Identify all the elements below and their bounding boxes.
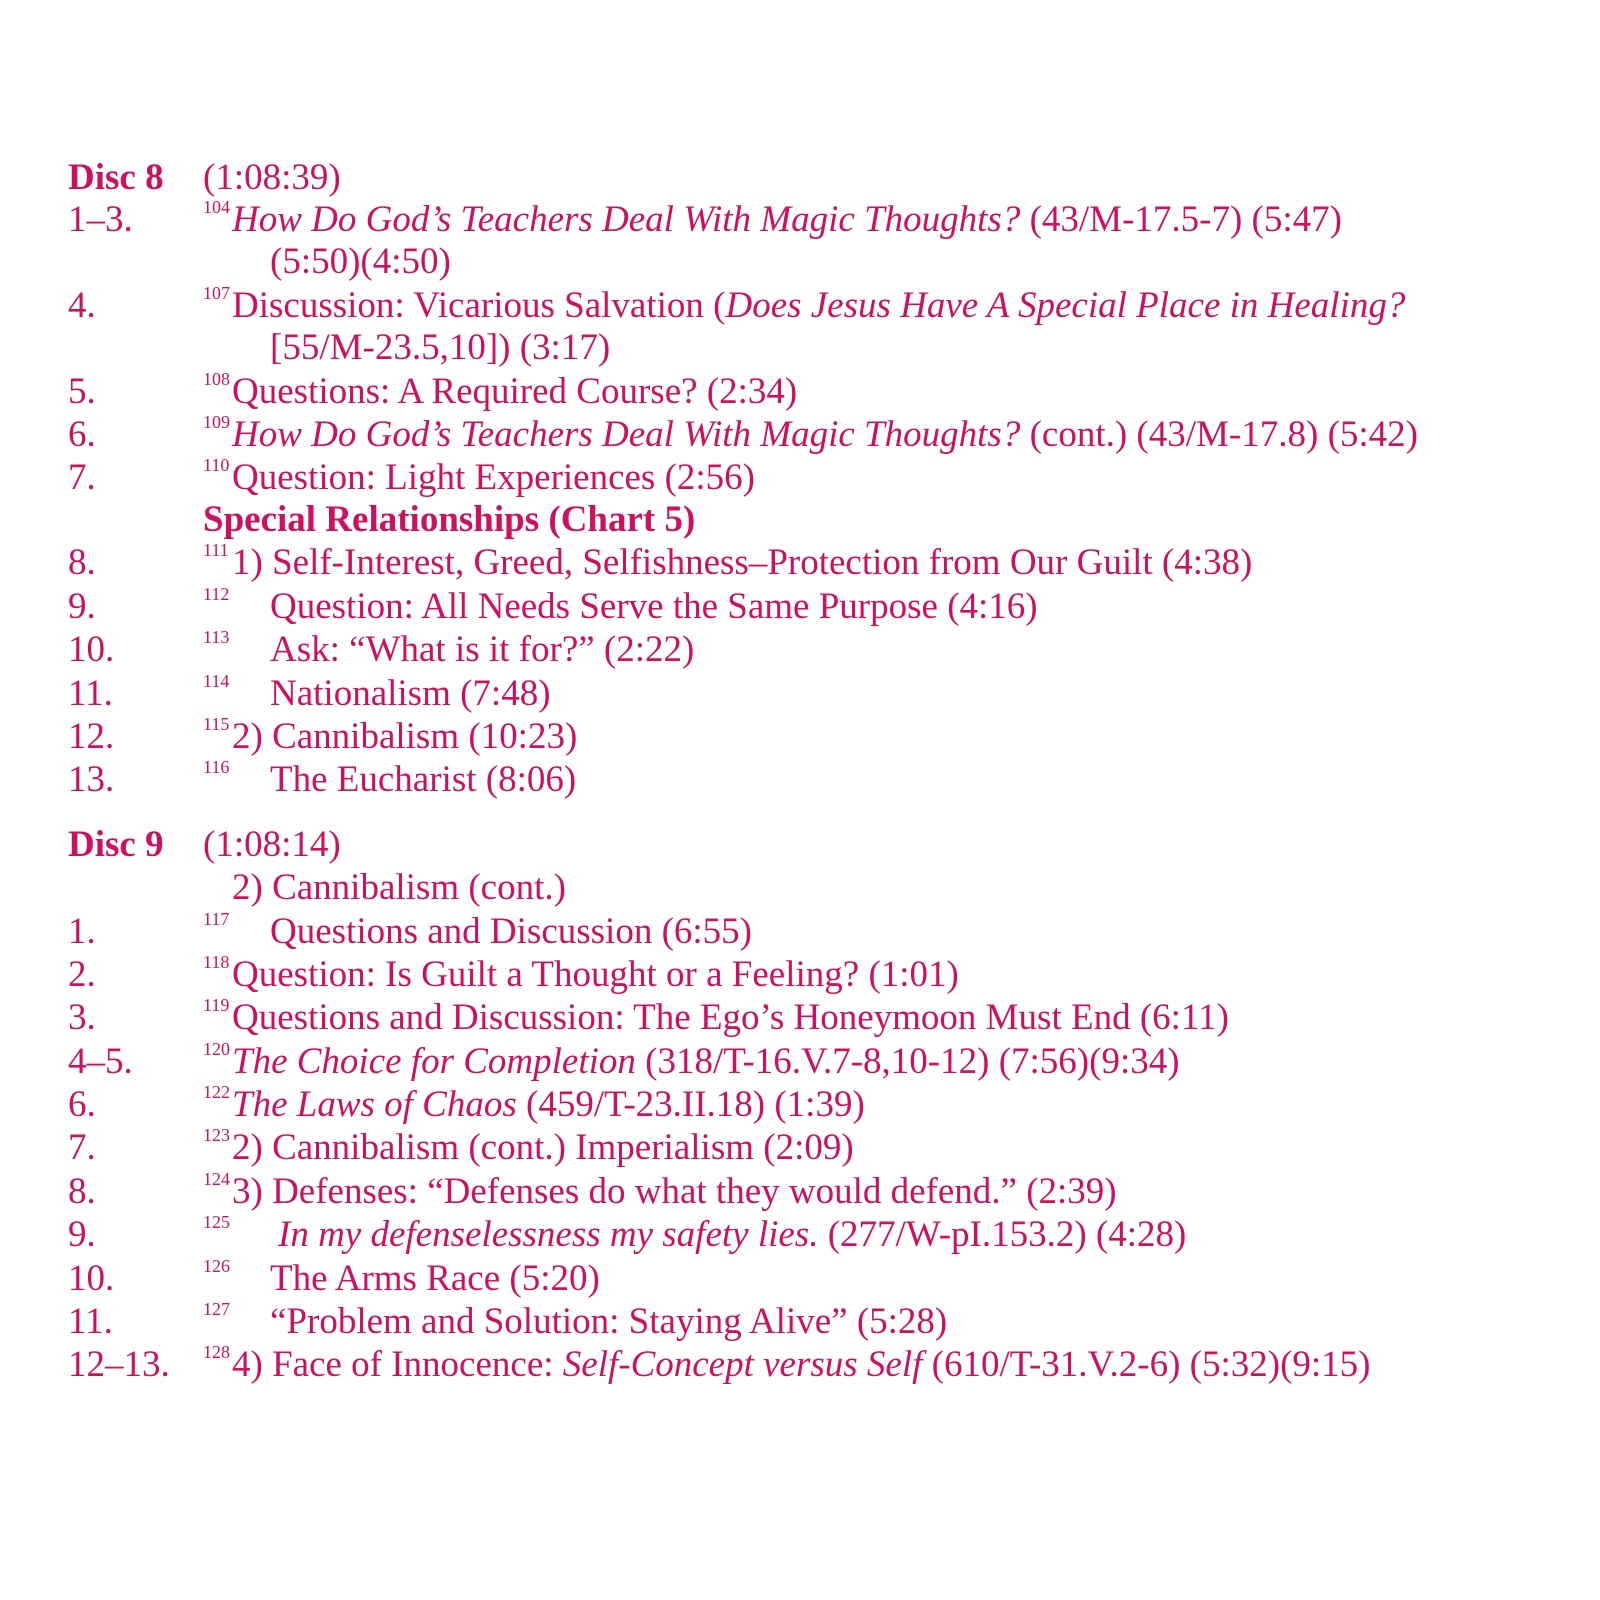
page-ref: 108 [203, 369, 230, 389]
track-title-italic: The Choice for Completion [232, 1041, 636, 1082]
track-row [0, 284, 1600, 328]
page-ref: 120 [203, 1039, 230, 1059]
track-title: Nationalism (7:48) [270, 673, 551, 714]
track-number: 1–3. [68, 199, 133, 240]
track-number: 9. [68, 586, 96, 627]
track-title: Question: All Needs Serve the Same Purpose (4:16) [270, 586, 1038, 627]
track-title-prefix: Discussion: Vicarious Salvation ( [232, 285, 726, 326]
track-title-italic: Does Jesus Have A Special Place in Healing? [725, 285, 1406, 326]
track-title [232, 413, 1418, 457]
page-ref: 113 [203, 627, 230, 647]
page-ref: 109 [203, 412, 230, 432]
track-row [0, 628, 1600, 672]
track-title: Ask: “What is it for?” (2:22) [270, 629, 695, 670]
track-number: 12. [68, 716, 115, 757]
page-ref: 126 [203, 1256, 230, 1276]
track-row [0, 1213, 1600, 1257]
track-details: (5:50)(4:50) [270, 241, 451, 282]
track-number: 3. [68, 997, 96, 1038]
track-title [232, 1040, 1180, 1084]
page-ref: 117 [203, 909, 230, 929]
track-title: 2) Cannibalism (10:23) [232, 716, 578, 757]
track-title: Questions and Discussion: The Ego’s Honeymoon Must End (6:11) [232, 997, 1229, 1038]
track-title [278, 1213, 1186, 1257]
track-title-italic: The Laws of Chaos [232, 1084, 517, 1125]
page-ref: 111 [203, 540, 229, 560]
track-title: The Eucharist (8:06) [270, 759, 577, 800]
section-heading: Special Relationships (Chart 5) [203, 499, 696, 540]
page-ref: 112 [203, 584, 230, 604]
page-ref: 122 [203, 1082, 230, 1102]
section-heading-row [0, 498, 1600, 542]
track-details: (277/W-pI.153.2) (4:28) [818, 1214, 1187, 1255]
track-title: Question: Light Experiences (2:56) [232, 457, 756, 498]
page-ref: 123 [203, 1125, 230, 1145]
track-row-continuation [0, 240, 1600, 284]
track-number: 10. [68, 1258, 115, 1299]
track-number: 4. [68, 285, 96, 326]
track-title [232, 1083, 865, 1127]
track-number: 10. [68, 629, 115, 670]
track-title-italic: How Do God’s Teachers Deal With Magic Thoughts? [232, 199, 1021, 240]
track-title: 2) Cannibalism (cont.) Imperialism (2:09) [232, 1127, 854, 1168]
track-row [0, 1257, 1600, 1301]
subheading: 2) Cannibalism (cont.) [232, 867, 566, 908]
track-title: 3) Defenses: “Defenses do what they would defend.” (2:39) [232, 1171, 1117, 1212]
page-ref: 125 [203, 1212, 230, 1232]
track-details: (610/T-31.V.2-6) (5:32)(9:15) [922, 1344, 1371, 1385]
track-title-prefix: 4) Face of Innocence: [232, 1344, 563, 1385]
track-number: 4–5. [68, 1041, 133, 1082]
track-number: 5. [68, 371, 96, 412]
track-title-italic: Self-Concept versus Self [562, 1344, 923, 1385]
track-number: 11. [68, 1301, 113, 1342]
track-title [232, 284, 1405, 328]
track-number: 6. [68, 1084, 96, 1125]
track-details: (459/T-23.II.18) (1:39) [516, 1084, 865, 1125]
track-row [0, 1170, 1600, 1214]
track-row [0, 1300, 1600, 1344]
track-number: 13. [68, 759, 115, 800]
track-row [0, 585, 1600, 629]
track-title: Question: Is Guilt a Thought or a Feeling? (1:01) [232, 954, 959, 995]
page-ref: 110 [203, 455, 230, 475]
disc-label: Disc 8 [68, 157, 164, 198]
track-details: (43/M-17.5-7) (5:47) [1020, 199, 1342, 240]
track-row [0, 1040, 1600, 1084]
track-number: 7. [68, 457, 96, 498]
track-row [0, 1126, 1600, 1170]
track-title: Questions and Discussion (6:55) [270, 911, 752, 952]
track-number: 9. [68, 1214, 96, 1255]
track-number: 11. [68, 673, 113, 714]
track-title-italic: In my defenselessness my safety lies. [278, 1214, 819, 1255]
page-ref: 128 [203, 1342, 230, 1362]
track-number: 2. [68, 954, 96, 995]
disc-9-header [0, 823, 1600, 867]
track-row [0, 456, 1600, 500]
track-title [232, 198, 1342, 242]
page-ref: 124 [203, 1169, 230, 1189]
track-title: The Arms Race (5:20) [270, 1258, 600, 1299]
track-row [0, 370, 1600, 414]
track-row [0, 672, 1600, 716]
track-row [0, 910, 1600, 954]
track-title-italic: How Do God’s Teachers Deal With Magic Thoughts? [232, 414, 1021, 455]
page-ref: 114 [203, 671, 230, 691]
track-row [0, 953, 1600, 997]
track-row [0, 413, 1600, 457]
disc-label: Disc 9 [68, 824, 164, 865]
track-row [0, 541, 1600, 585]
track-number: 8. [68, 542, 96, 583]
track-row [0, 758, 1600, 802]
page-ref: 118 [203, 952, 230, 972]
page-ref: 116 [203, 757, 230, 777]
track-row [0, 198, 1600, 242]
track-row-continuation [0, 326, 1600, 370]
subheading-row [0, 866, 1600, 910]
disc-8-header [0, 156, 1600, 200]
track-row [0, 1083, 1600, 1127]
track-details: (318/T-16.V.7-8,10-12) (7:56)(9:34) [635, 1041, 1180, 1082]
track-details: (cont.) (43/M-17.8) (5:42) [1020, 414, 1418, 455]
track-title: Questions: A Required Course? (2:34) [232, 371, 798, 412]
track-row [0, 1343, 1600, 1387]
disc-duration: (1:08:14) [203, 824, 341, 865]
page-ref: 107 [203, 283, 230, 303]
track-row [0, 996, 1600, 1040]
track-title: “Problem and Solution: Staying Alive” (5:28) [270, 1301, 948, 1342]
track-number: 1. [68, 911, 96, 952]
track-title: 1) Self-Interest, Greed, Selfishness–Protection from Our Guilt (4:38) [232, 542, 1253, 583]
track-number: 6. [68, 414, 96, 455]
track-number: 8. [68, 1171, 96, 1212]
page-ref: 119 [203, 995, 230, 1015]
track-row [0, 715, 1600, 759]
page-ref: 115 [203, 714, 230, 734]
page-ref: 104 [203, 197, 230, 217]
track-number: 7. [68, 1127, 96, 1168]
track-details: [55/M-23.5,10]) (3:17) [270, 327, 611, 368]
disc-duration: (1:08:39) [203, 157, 341, 198]
track-number: 12–13. [68, 1344, 170, 1385]
page-ref: 127 [203, 1299, 230, 1319]
track-title [232, 1343, 1371, 1387]
